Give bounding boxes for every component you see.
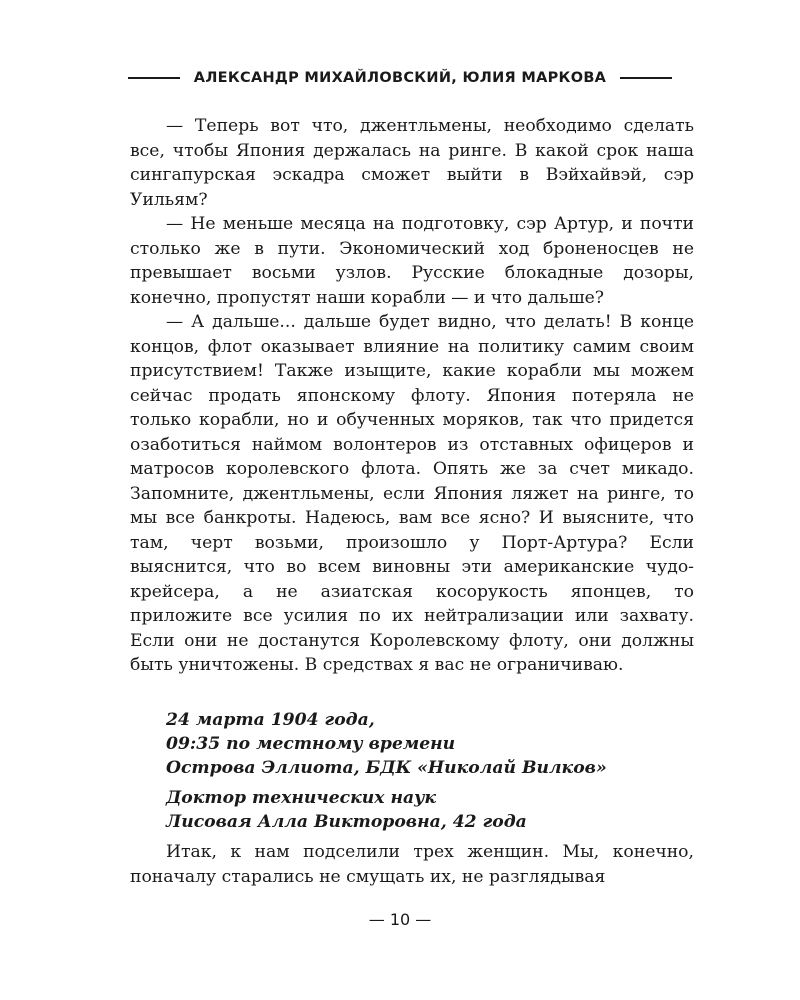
- chapter-person-name: Лисовая Алла Викторовна, 42 года: [166, 812, 527, 832]
- page-number: — 10 —: [368, 910, 432, 929]
- chapter-heading: [166, 708, 607, 834]
- paragraph: — Не меньше месяца на подготовку, сэр Артур, и почти столько же в пути. Экономический ход броненосцев не превышает восьми узлов. Русские блокадные дозоры, конечно, пропустят наши корабли — и что дальше?: [130, 214, 694, 308]
- chapter-text: [130, 840, 694, 889]
- paragraph: — А дальше... дальше будет видно, что делать! В конце концов, флот оказывает влияние на политику самим своим присутствием! Также изыщите, какие корабли мы можем сейчас продать японскому флоту. Япония потеряла не только корабли, но и обученных моряков, так что придется озаботиться наймом волонтеров из отставных офицеров и матросов королевского флота. Опять же за счет микадо. Запомните, джентльмены, если Япония ляжет на ринге, то мы все банкроты. Надеюсь, вам все ясно? И выясните, что там, черт возьми, произошло у Порт-Артура? Если выяснится, что во всем виновны эти американские чудо-крейсера, а не азиатская косорукость японцев, то приложите все усилия по их нейтрализации или захвату. Если они не достанутся Королевскому флоту, они должны быть уничтожены. В средствах я вас не ограничиваю.: [130, 312, 694, 675]
- header-rule-right: [620, 77, 672, 79]
- chapter-time: 09:35 по местному времени: [166, 734, 456, 754]
- chapter-place: Острова Эллиота, БДК «Николай Вилков»: [166, 758, 607, 778]
- chapter-date: 24 марта 1904 года,: [166, 710, 375, 730]
- running-header: [0, 70, 800, 86]
- header-rule-left: [128, 77, 180, 79]
- header-title: АЛЕКСАНДР МИХАЙЛОВСКИЙ, ЮЛИЯ МАРКОВА: [193, 70, 607, 86]
- paragraph: Итак, к нам подселили трех женщин. Мы, конечно, поначалу старались не смущать их, не разглядывая: [130, 842, 694, 887]
- chapter-person-title: Доктор технических наук: [166, 788, 437, 808]
- paragraph: — Теперь вот что, джентльмены, необходимо сделать все, чтобы Япония держалась на ринге. В какой срок наша сингапурская эскадра сможет выйти в Вэйхайвэй, сэр Уильям?: [130, 116, 694, 210]
- main-text: [130, 114, 694, 678]
